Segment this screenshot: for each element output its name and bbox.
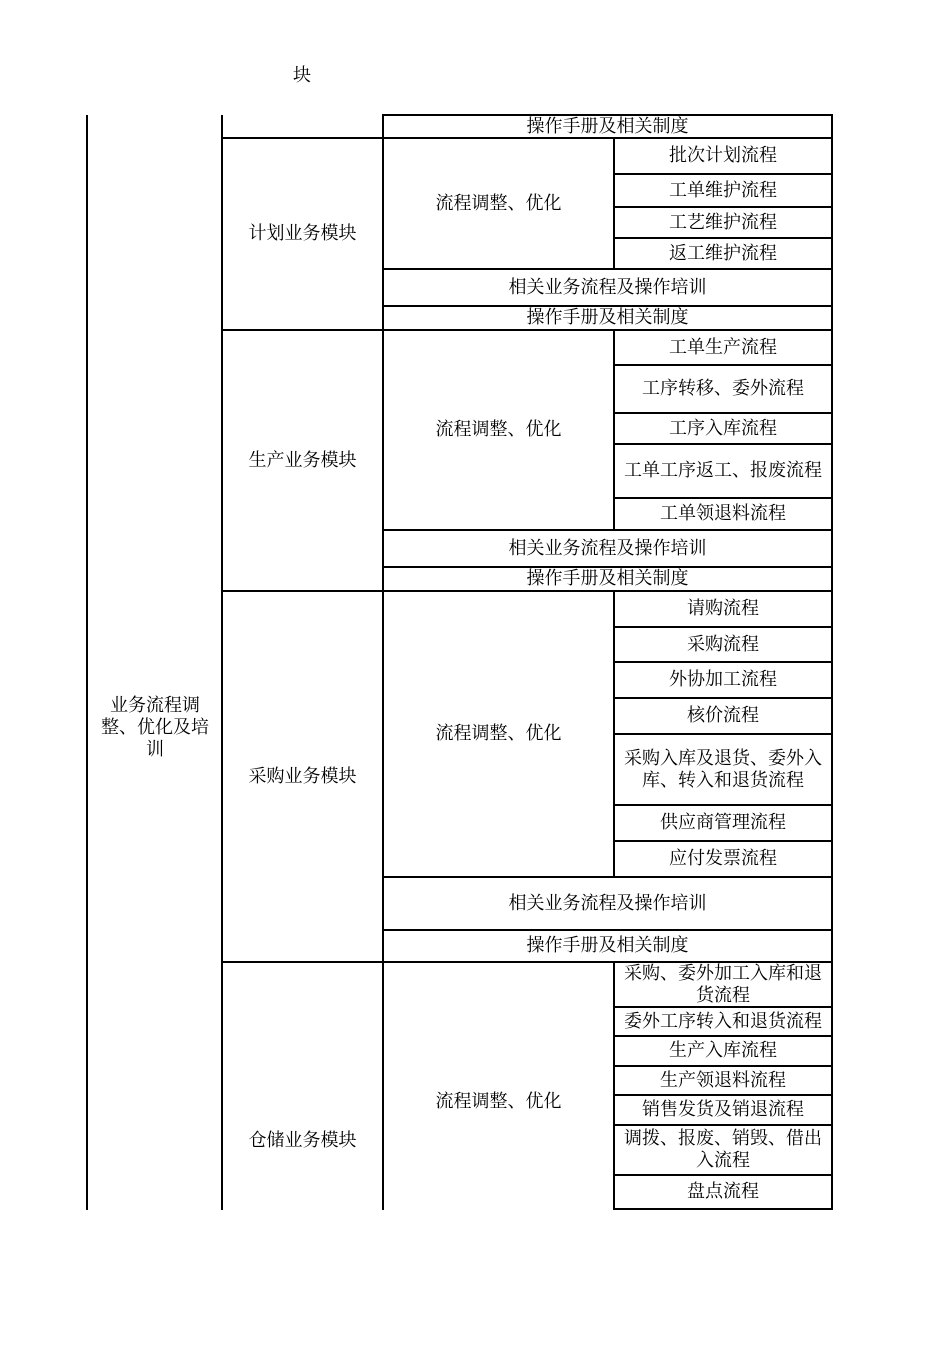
flow-cell: 工艺维护流程 (669, 211, 777, 233)
flow-cell: 工序入库流程 (669, 417, 777, 439)
flow-cell: 工单领退料流程 (660, 503, 786, 524)
category-label: 业务流程调整、优化及培训 (101, 695, 209, 760)
storage-optimize-cell: 流程调整、优化 (435, 1091, 562, 1112)
purchase-manual-cell: 操作手册及相关制度 (526, 935, 689, 956)
flow-cell: 批次计划流程 (669, 145, 777, 166)
plan-manual-cell: 操作手册及相关制度 (526, 307, 689, 328)
plan-training-cell: 相关业务流程及操作培训 (508, 276, 707, 298)
flow-cell: 工序转移、委外流程 (642, 378, 804, 399)
flow-cell: 工单维护流程 (669, 179, 777, 201)
flow-cell: 外协加工流程 (669, 669, 777, 690)
purchase-training-cell: 相关业务流程及操作培训 (508, 892, 707, 914)
flow-cell: 生产领退料流程 (660, 1069, 786, 1091)
purchase-optimize-cell: 流程调整、优化 (435, 723, 562, 744)
module-name-purchase: 采购业务模块 (248, 765, 357, 787)
production-manual-cell: 操作手册及相关制度 (526, 568, 689, 589)
module-name-plan: 计划业务模块 (248, 223, 357, 244)
flow-cell: 采购、委外加工入库和退货流程 (624, 962, 822, 1006)
module-name-storage: 仓储业务模块 (248, 1130, 357, 1151)
module-name-production: 生产业务模块 (248, 449, 357, 471)
flow-cell: 应付发票流程 (669, 848, 777, 869)
flow-cell: 委外工序转入和退货流程 (624, 1010, 822, 1032)
flow-cell: 生产入库流程 (669, 1040, 777, 1061)
flow-cell: 盘点流程 (687, 1181, 759, 1202)
plan-optimize-cell: 流程调整、优化 (435, 192, 562, 214)
flow-cell: 核价流程 (687, 705, 759, 726)
flow-cell: 供应商管理流程 (660, 812, 786, 833)
header-fragment: 块 (293, 65, 311, 86)
production-training-cell: 相关业务流程及操作培训 (508, 537, 707, 559)
flow-cell: 返工维护流程 (669, 242, 777, 264)
flow-cell: 工单工序返工、报废流程 (624, 460, 822, 481)
flow-cell: 采购流程 (687, 633, 759, 655)
flow-cell: 调拨、报废、销毁、借出入流程 (624, 1128, 822, 1171)
flow-cell: 销售发货及销退流程 (642, 1099, 804, 1120)
storage-flow-divider (613, 1208, 833, 1210)
prev-manual-cell: 操作手册及相关制度 (526, 115, 689, 137)
flow-cell: 请购流程 (687, 598, 759, 619)
production-optimize-cell: 流程调整、优化 (435, 419, 562, 440)
col1-left-border (86, 115, 88, 1210)
flow-cell: 工单生产流程 (669, 336, 777, 358)
flow-cell: 采购入库及退货、委外入库、转入和退货流程 (624, 747, 822, 791)
